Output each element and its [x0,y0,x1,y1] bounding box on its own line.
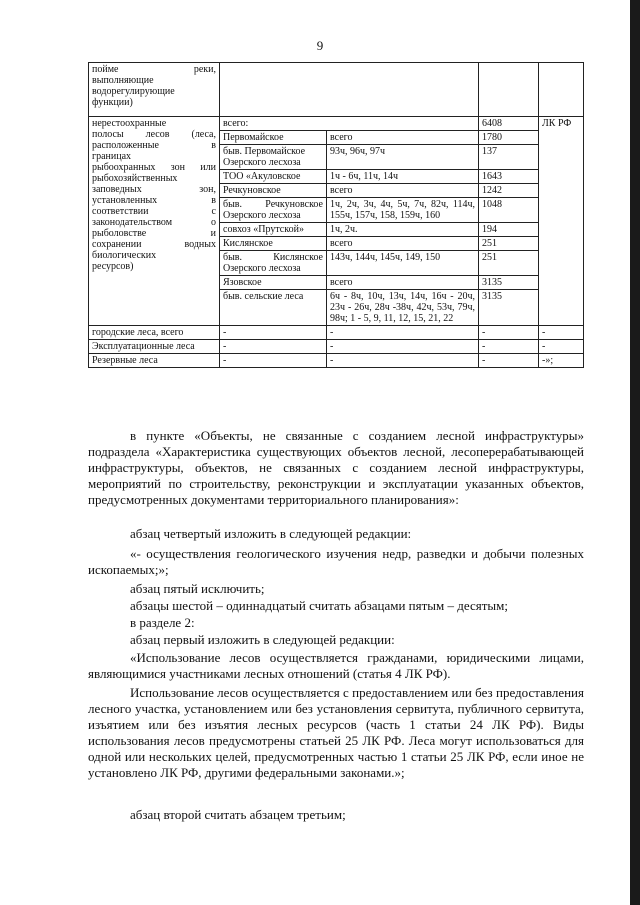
category-line: сохранении водных [92,239,216,250]
table-cell: - [327,340,479,354]
category-line: полосы лесов (леса, [92,129,216,140]
forestry-name: Первомайское [220,131,327,145]
category-line: рыбоохранных зон или [92,162,216,173]
paragraph: «- осуществления геологического изучения недр, разведки и добычи полезных ископаемых;»; [88,546,584,577]
forestry-name: быв. Речкуновское Озерского лесхоза [220,198,327,223]
forestry-name: быв. Кислянское Озерского лесхоза [220,251,327,276]
quarters: всего [327,237,479,251]
table-cell [89,63,220,117]
area: 251 [479,251,539,276]
category-line: нерестоохранные [92,118,167,129]
total-value: 6408 [479,117,539,131]
forestry-name: Язовское [220,276,327,290]
area: 1048 [479,198,539,223]
quarters: 143ч, 144ч, 145ч, 149, 150 [327,251,479,276]
category-cell [89,117,220,326]
table-cell: городские леса, всего [89,326,220,340]
table-cell: - [539,326,584,340]
scan-edge [630,0,640,905]
area: 1780 [479,131,539,145]
category-line: границах [92,151,132,162]
category-line: законодательством о [92,217,216,228]
table-cell [220,63,479,117]
table-cell: Резервные леса [89,354,220,368]
category-line: рыболовстве и [92,228,216,239]
category-line: заповедных зон, [92,184,216,195]
area: 3135 [479,276,539,290]
paragraph: Использование лесов осуществляется с предоставлением или без предоставления лесного участка, установлением или без установления сервитута, публичного сервитута, изъятием или без изъятия лесных ресурсов (часть 1 статьи 24 ЛК РФ). Виды использования лесов предусмотрены статьей 25 ЛК РФ. Леса могут использоваться для одной или нескольких целей, предусмотренных частью 1 статьи 25 ЛК РФ, если иное не установлено ЛК РФ, другими федеральными законами.»; [88,685,584,780]
forest-table [88,62,584,368]
paragraph: абзац пятый исключить; [130,581,265,596]
quarters: всего [327,276,479,290]
forestry-name: Речкуновское [220,184,327,198]
quarters: 6ч - 8ч, 10ч, 13ч, 14ч, 16ч - 20ч, 23ч - 26ч, 28ч -38ч, 42ч, 53ч, 79ч, 98ч; 1 - 5, 9, 11, 12, 15, 21, 22 [327,290,479,326]
quarters: 1ч, 2ч, 3ч, 4ч, 5ч, 7ч, 82ч, 114ч, 155ч, 157ч, 158, 159ч, 160 [327,198,479,223]
table-row [89,63,584,117]
area: 1242 [479,184,539,198]
table-cell: - [479,354,539,368]
forestry-name: быв. сельские леса [220,290,327,326]
area: 1643 [479,170,539,184]
forestry-name: совхоз «Прутской» [220,223,327,237]
area: 3135 [479,290,539,326]
category-line: ресурсов) [92,261,134,272]
table-cell: - [327,354,479,368]
table-cell: - [220,340,327,354]
table-row [89,326,584,340]
row-label-line: функции) [92,97,133,108]
legal-basis: ЛК РФ [539,117,584,326]
quarters: 1ч - 6ч, 11ч, 14ч [327,170,479,184]
row-label-line: выполняющие [92,75,154,86]
category-line: установленных в [92,195,216,206]
row-label-line: водорегулирующие [92,86,175,97]
page-number: 9 [316,38,324,53]
forestry-name: ТОО «Акуловское [220,170,327,184]
forestry-name: Кислянское [220,237,327,251]
total-label: всего: [220,117,479,131]
paragraph: в разделе 2: [130,615,195,630]
category-line: рыбохозяйственных [92,173,178,184]
table-row [89,340,584,354]
category-line: соответствии с [92,206,216,217]
area: 251 [479,237,539,251]
table-cell: - [220,326,327,340]
table-cell: Эксплуатационные леса [89,340,220,354]
paragraph: «Использование лесов осуществляется гражданами, юридическими лицами, являющимися участниками лесных отношений (статья 4 ЛК РФ). [88,650,584,681]
quarters: всего [327,131,479,145]
area: 194 [479,223,539,237]
paragraph: абзац первый изложить в следующей редакции: [130,632,395,647]
table-cell: -»; [539,354,584,368]
paragraph: абзац второй считать абзацем третьим; [130,807,346,822]
table-cell [539,63,584,117]
paragraph: в пункте «Объекты, не связанные с созданием лесной инфраструктуры» подраздела «Характеристика существующих объектов лесной, лесоперерабатывающей инфраструктуры, объектов, не связанных с созданием лесной инфраструктуры, мероприятий по строительству, реконструкции и эксплуатации указанных объектов, предусмотренных документами территориального планирования»: [88,428,584,507]
table-cell [479,63,539,117]
table-cell: - [479,340,539,354]
category-line: расположенные в [92,140,216,151]
category-line: биологических [92,250,157,261]
quarters: 93ч, 96ч, 97ч [327,145,479,170]
row-label-line: пойме реки, [92,64,216,75]
quarters: всего [327,184,479,198]
table-row [89,354,584,368]
forestry-name: быв. Первомайское Озерского лесхоза [220,145,327,170]
paragraph: абзацы шестой – одиннадцатый считать абзацами пятым – десятым; [130,598,508,613]
table-cell: - [479,326,539,340]
paragraph: абзац четвертый изложить в следующей редакции: [130,526,412,541]
quarters: 1ч, 2ч. [327,223,479,237]
table-row [89,117,584,131]
table-cell: - [220,354,327,368]
table-cell: - [539,340,584,354]
table-cell: - [327,326,479,340]
area: 137 [479,145,539,170]
